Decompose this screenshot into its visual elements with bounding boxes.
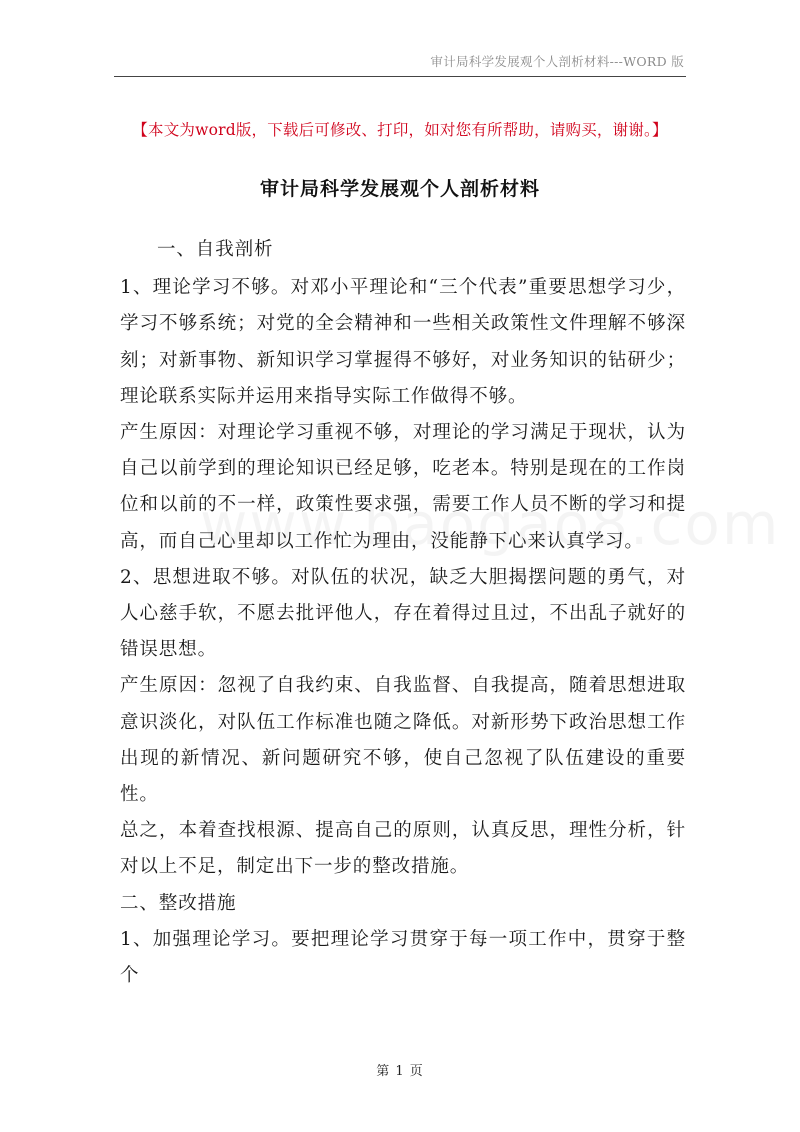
paragraph-ideological-progress: 2、思想进取不够。对队伍的状况，缺乏大胆揭摆问题的勇气，对人心慈手软，不愿去批评他人，存在着得过且过，不出乱子就好的错误思想。 xyxy=(120,566,686,661)
running-header: 审计局科学发展观个人剖析材料---WORD 版 xyxy=(430,54,684,69)
paragraph-cause-2: 产生原因：忽视了自我约束、自我监督、自我提高，随着思想进取意识淡化，对队伍工作标准也随之降低。对新形势下政治思想工作出现的新情况、新问题研究不够，使自己忽视了队伍建设的重要性。 xyxy=(120,675,686,806)
document-body xyxy=(120,232,686,994)
header-divider xyxy=(114,76,686,77)
purchase-notice: 【本文为word版，下载后可修改、打印，如对您有所帮助，请购买，谢谢。】 xyxy=(132,121,668,139)
paragraph-theory-study: 1、理论学习不够。对邓小平理论和“三个代表”重要思想学习少，学习不够系统；对党的全会精神和一些相关政策性文件理解不够深刻；对新事物、新知识学习掌握得不够好，对业务知识的钻研少；理论联系实际并运用来指导实际工作做得不够。 xyxy=(120,277,686,407)
paragraph-summary: 总之，本着查找根源、提高自己的原则，认真反思，理性分析，针对以上不足，制定出下一步的整改措施。 xyxy=(120,820,686,878)
paragraph-cause-1: 产生原因：对理论学习重视不够，对理论的学习满足于现状，认为自己以前学到的理论知识已经足够，吃老本。特别是现在的工作岗位和以前的不一样，政策性要求强，需要工作人员不断的学习和提高，而自己心里却以工作忙为理由，没能静下心来认真学习。 xyxy=(120,422,686,552)
document-title: 审计局科学发展观个人剖析材料 xyxy=(259,178,540,200)
paragraph-strengthen-theory: 1、加强理论学习。要把理论学习贯穿于每一项工作中，贯穿于整个 xyxy=(120,928,686,987)
page-number: 第 1 页 xyxy=(376,1064,424,1079)
section-heading-self-analysis: 一、自我剖析 xyxy=(157,239,274,260)
section-heading-measures: 二、整改措施 xyxy=(120,892,237,914)
